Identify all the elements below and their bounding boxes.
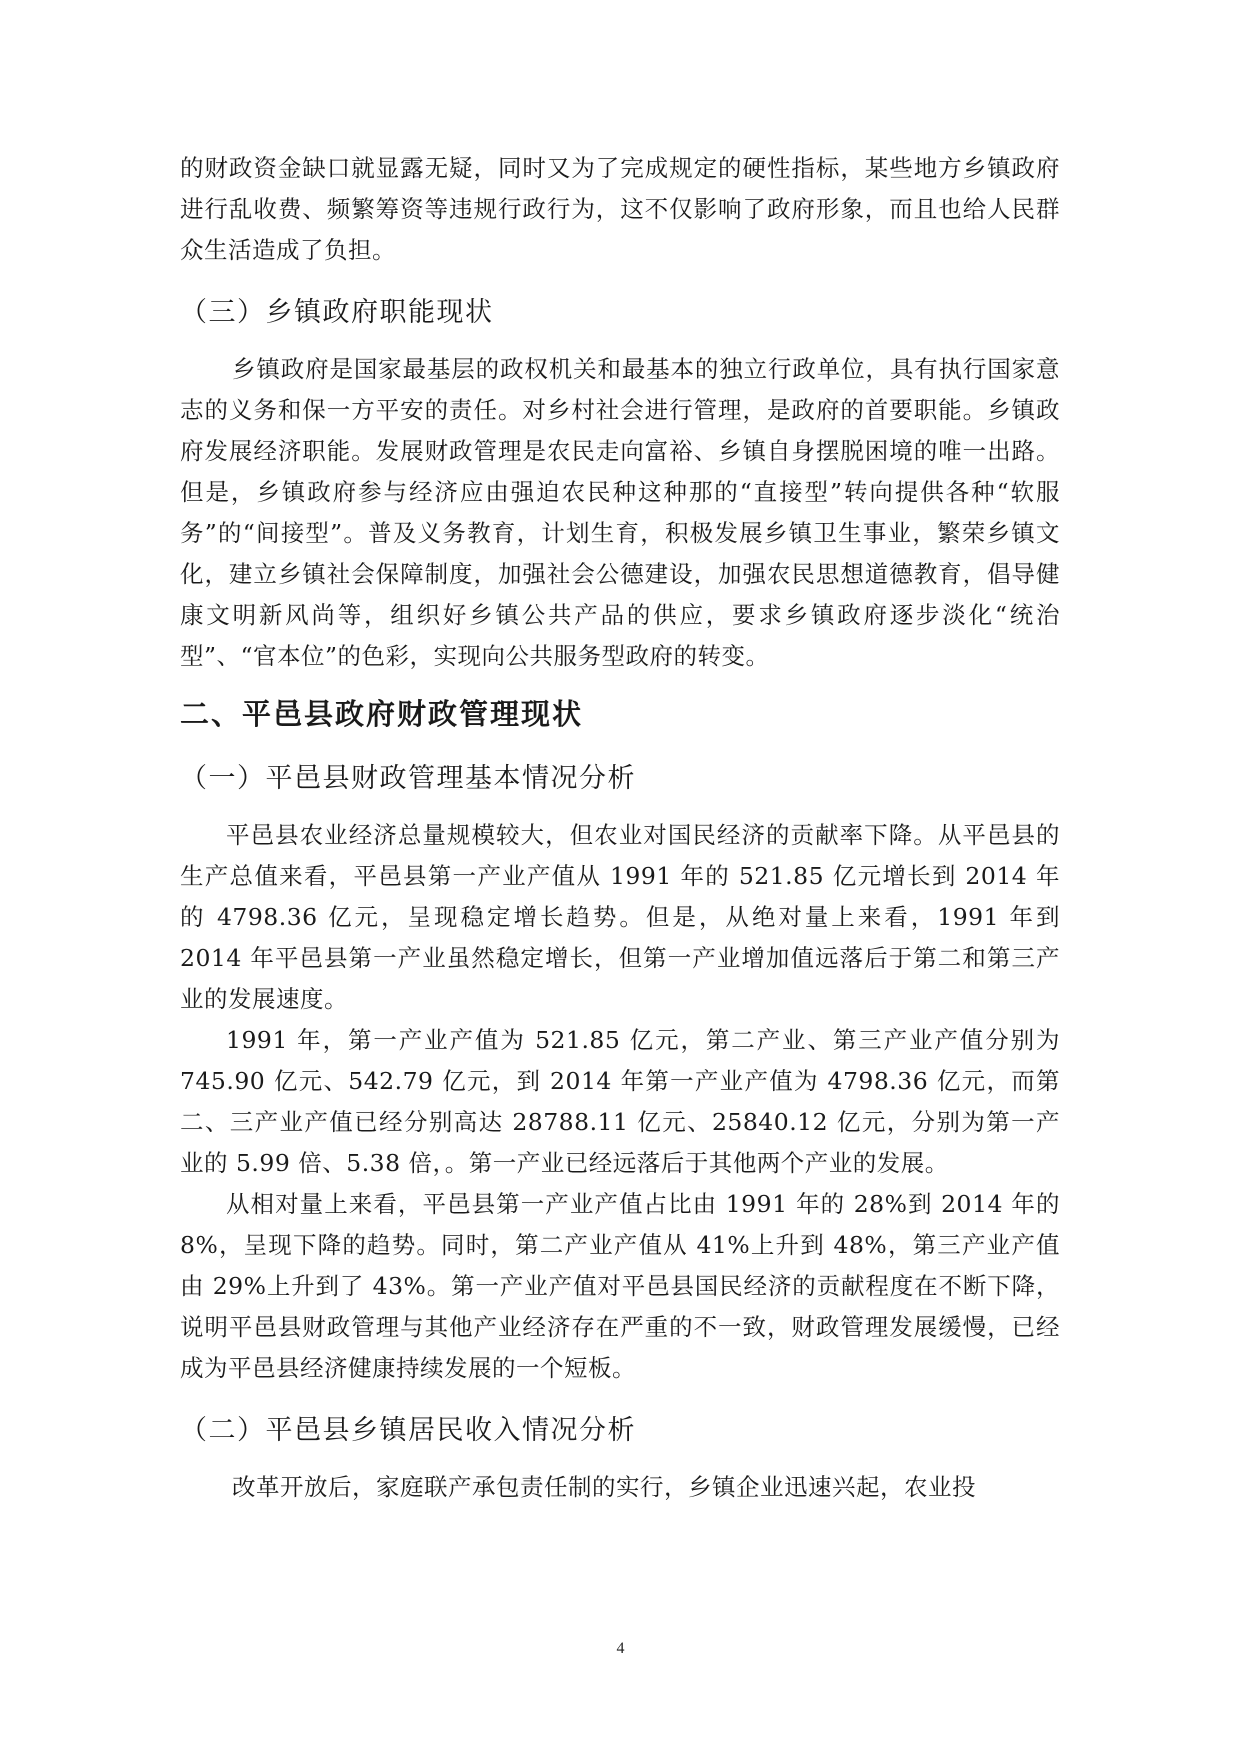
paragraph-output-values: 1991 年，第一产业产值为 521.85 亿元，第二产业、第三产业产值分别为 745.90 亿元、542.79 亿元，到 2014 年第一产业产值为 4798.36 亿元，而第二、三产业产值已经分别高达 28788.11 亿元、25840.12 亿元，分别为第一产业的 5.99 倍、5.38 倍，。第一产业已经远落后于其他两个产业的发展。	[180, 1026, 1060, 1177]
section-heading-3: （三）乡镇政府职能现状	[180, 297, 494, 328]
page-number: 4	[616, 1640, 625, 1657]
paragraph-income-analysis: 改革开放后，家庭联产承包责任制的实行，乡镇企业迅速兴起，农业投	[232, 1473, 976, 1501]
paragraph-township-functions: 乡镇政府是国家最基层的政权机关和最基本的独立行政单位，具有执行国家意志的义务和保一方平安的责任。对乡村社会进行管理，是政府的首要职能。乡镇政府发展经济职能。发展财政管理是农民走向富裕、乡镇自身摆脱困境的唯一出路。但是，乡镇政府参与经济应由强迫农民种这种那的“直接型”转向提供各种“软服务”的“间接型”。普及义务教育，计划生育，积极发展乡镇卫生事业，繁荣乡镇文化，建立乡镇社会保障制度，加强社会公德建设，加强农民思想道德教育，倡导健康文明新风尚等，组织好乡镇公共产品的供应，要求乡镇政府逐步淡化“统治型”、“官本位”的色彩，实现向公共服务型政府的转变。	[180, 355, 1060, 670]
paragraph-relative-share: 从相对量上来看，平邑县第一产业产值占比由 1991 年的 28%到 2014 年的 8%，呈现下降的趋势。同时，第二产业产值从 41%上升到 48%，第三产业产值由 29%上升到了 43%。第一产业产值对平邑县国民经济的贡献程度在不断下降，说明平邑县财政管理与其他产业经济存在严重的不一致，财政管理发展缓慢，已经成为平邑县经济健康持续发展的一个短板。	[180, 1190, 1060, 1382]
section-heading-1: （一）平邑县财政管理基本情况分析	[180, 763, 636, 794]
page-content	[180, 148, 1060, 1508]
paragraph-basic-situation: 平邑县农业经济总量规模较大，但农业对国民经济的贡献率下降。从平邑县的生产总值来看，平邑县第一产业产值从 1991 年的 521.85 亿元增长到 2014 年的 4798.36 亿元，呈现稳定增长趋势。但是，从绝对量上来看，1991 年到 2014 年平邑县第一产业虽然稳定增长，但第一产业增加值远落后于第二和第三产业的发展速度。	[180, 821, 1060, 1013]
chapter-heading-2: 二、平邑县政府财政管理现状	[180, 697, 584, 731]
section-heading-2: （二）平邑县乡镇居民收入情况分析	[180, 1415, 636, 1446]
paragraph-continued: 的财政资金缺口就显露无疑，同时又为了完成规定的硬性指标，某些地方乡镇政府进行乱收费、频繁筹资等违规行政行为，这不仅影响了政府形象，而且也给人民群众生活造成了负担。	[180, 154, 1060, 264]
